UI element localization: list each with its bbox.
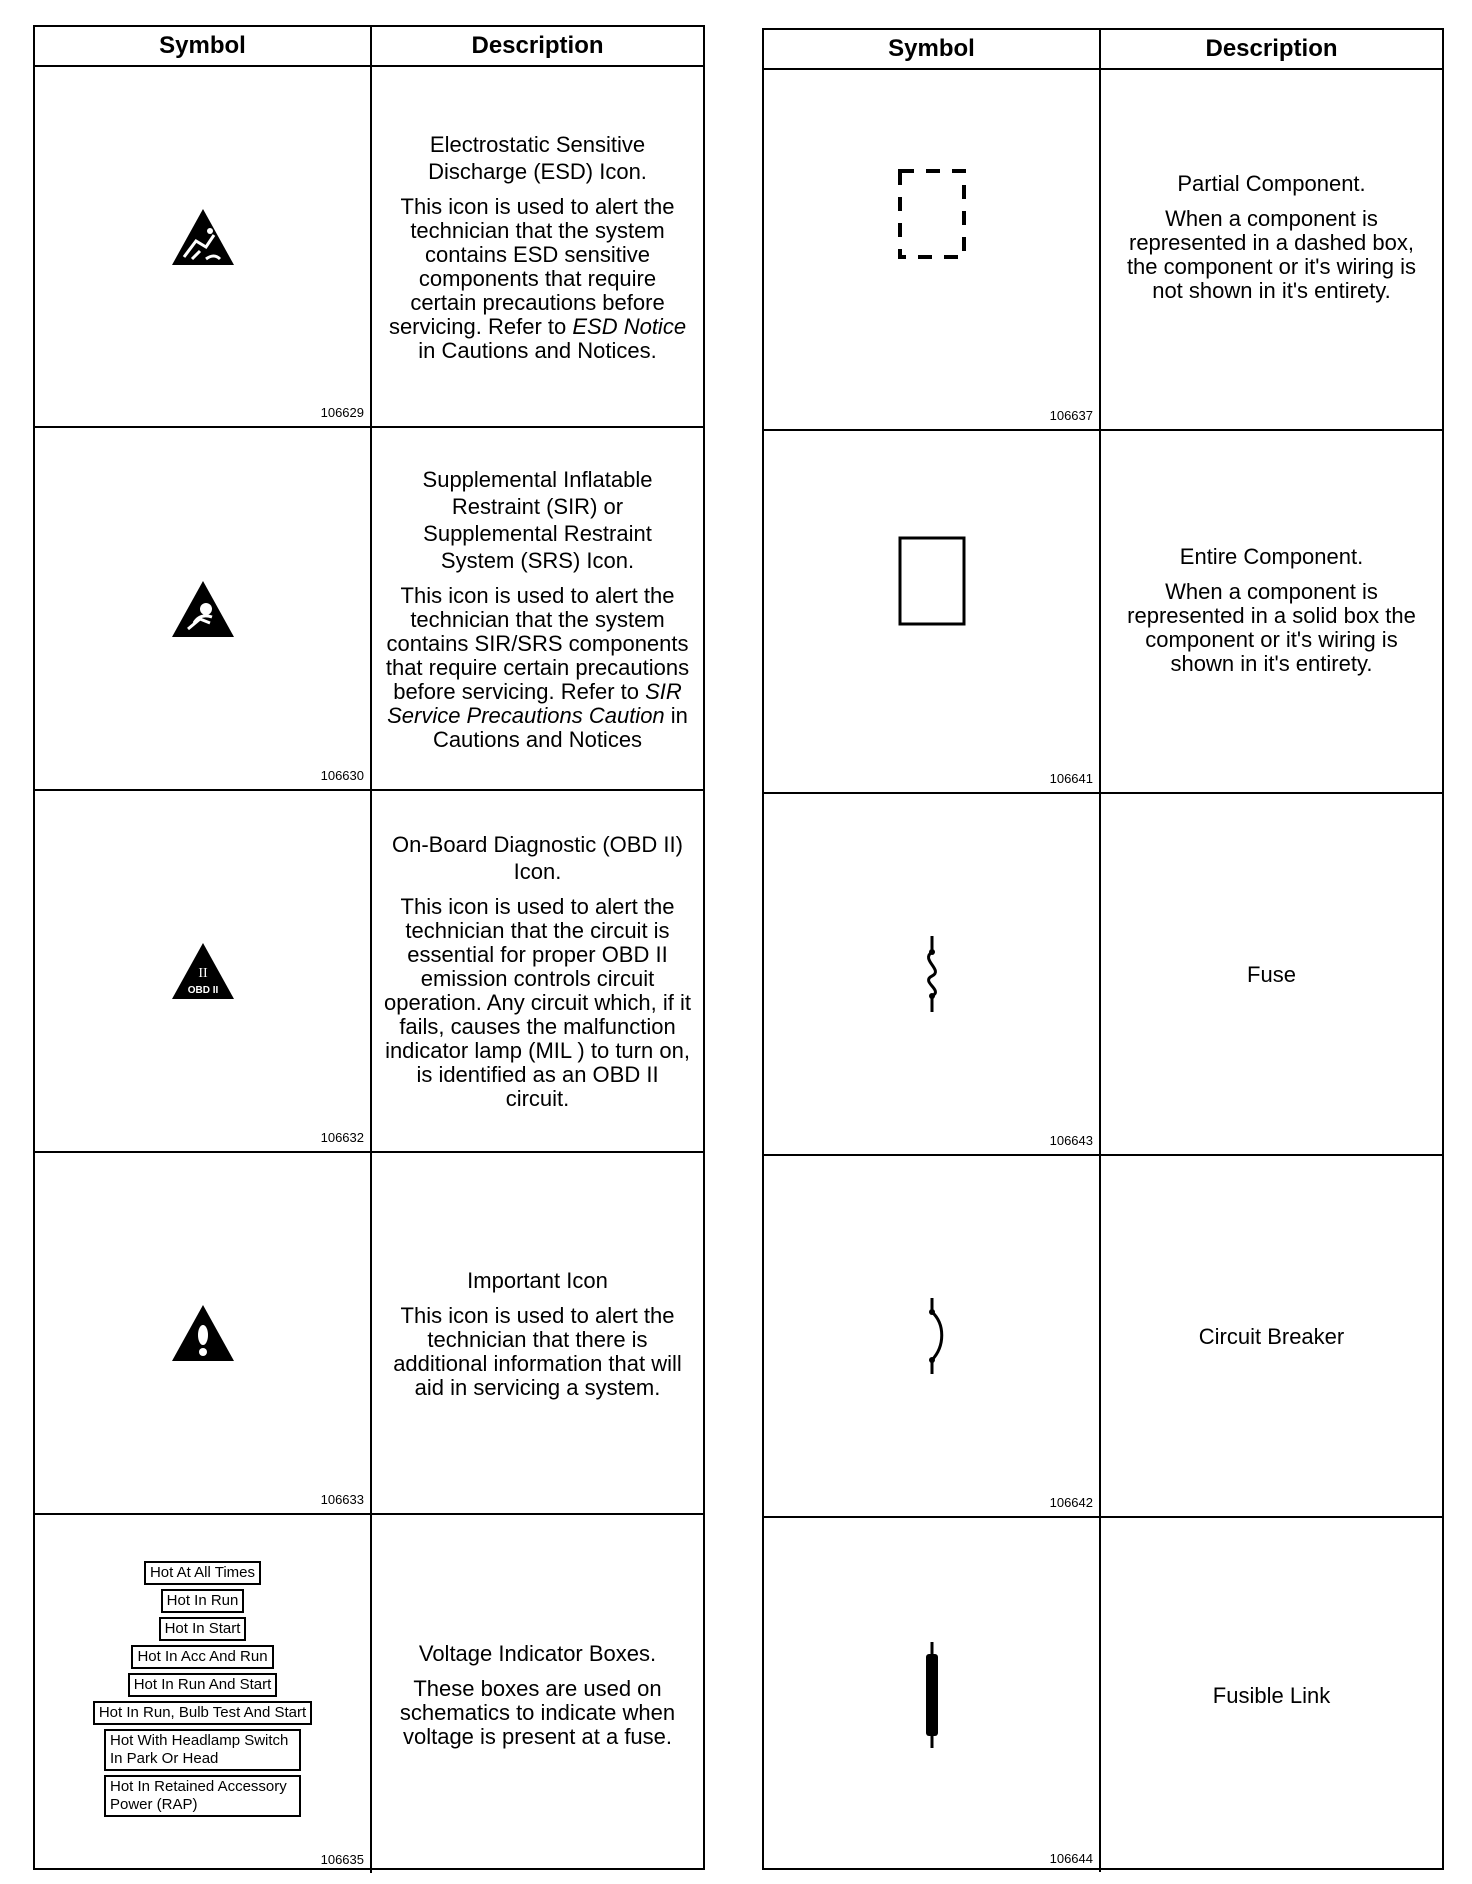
voltage-box: Hot With Headlamp Switch In Park Or Head [104, 1729, 301, 1771]
table-row [764, 431, 1442, 794]
figure-code: 106642 [1049, 1495, 1093, 1510]
esd-icon [170, 207, 236, 267]
symbol-cell [764, 70, 1101, 429]
figure-code: 106641 [1049, 771, 1093, 786]
table-row [764, 794, 1442, 1156]
figure-code: 106630 [320, 768, 364, 783]
voltage-box: Hot In Acc And Run [131, 1645, 273, 1669]
description-body: This icon is used to alert the technician that the circuit is essential for proper OBD II emission controls circuit operation. Any circuit which, if it fails, causes the malfunction indicator lamp (MIL ) to turn on, is identified as an OBD II circuit. [384, 894, 691, 1111]
symbol-column-header: Symbol [764, 30, 1101, 68]
voltage-box: Hot At All Times [144, 1561, 261, 1585]
description-column-header: Description [471, 32, 604, 59]
description-title: Important Icon [467, 1267, 608, 1293]
obd-icon-top-text: II [197, 966, 208, 981]
description-cell [372, 67, 703, 426]
description-cell [1101, 1156, 1442, 1516]
table-row [764, 1156, 1442, 1518]
right-symbol-table [762, 28, 1444, 1870]
description-body: When a component is represented in a dashed box, the component or it's wiring is not shown in it's entirety. [1126, 206, 1417, 303]
voltage-box: Hot In Start [159, 1617, 247, 1641]
description-title: Voltage Indicator Boxes. [418, 1640, 657, 1666]
symbol-cell [35, 1153, 372, 1513]
voltage-box: Hot In Run And Start [128, 1673, 278, 1697]
description-cell [1101, 1518, 1442, 1872]
description-body: This icon is used to alert the technician that there is additional information that will aid in servicing a system. [393, 1302, 682, 1400]
figure-code: 106644 [1049, 1851, 1093, 1866]
table-header [35, 27, 703, 67]
table-header [764, 30, 1442, 70]
voltage-box: Hot In Run, Bulb Test And Start [93, 1701, 312, 1725]
description-cell [1101, 70, 1442, 429]
description-title: Supplemental Inflatable Restraint (SIR) or Supplemental Restraint System (SRS) Icon. [422, 466, 653, 573]
description-title: On-Board Diagnostic (OBD II) Icon. [392, 832, 683, 884]
table-row [35, 428, 703, 791]
description-cell [372, 428, 703, 789]
figure-code: 106643 [1049, 1133, 1093, 1148]
symbol-cell [35, 67, 372, 426]
voltage-box: Hot In Retained Accessory Power (RAP) [104, 1775, 301, 1817]
description-cell [372, 1153, 703, 1513]
table-row [764, 1518, 1442, 1872]
voltage-indicator-boxes [93, 1559, 312, 1819]
important-icon [170, 1303, 236, 1363]
obd-icon-bottom-text: OBD II [187, 985, 218, 996]
fusible-link-icon [917, 1640, 947, 1750]
symbol-cell [764, 1518, 1101, 1872]
description-title: Partial Component. [1177, 171, 1366, 196]
description-body: This icon is used to alert the technician that the system contains ESD sensitive components that require certain precautions before servicing. Refer to ESD Notice in Cautions and Notices. [388, 193, 687, 363]
symbol-column-header: Symbol [35, 27, 372, 65]
symbol-cell [764, 1156, 1101, 1516]
description-body: When a component is represented in a solid box the component or it's wiring is shown in it's entirety. [1127, 579, 1416, 676]
figure-code: 106632 [320, 1130, 364, 1145]
partial-component-icon [892, 165, 972, 265]
circuit-breaker-icon [917, 1296, 947, 1376]
description-title: Fusible Link [1212, 1682, 1331, 1708]
description-cell [372, 791, 703, 1151]
table-row [764, 70, 1442, 431]
description-title: Fuse [1247, 961, 1296, 987]
figure-code: 106633 [320, 1492, 364, 1507]
symbol-cell [764, 794, 1101, 1154]
symbol-cell [35, 791, 372, 1151]
table-row [35, 791, 703, 1153]
description-cell [372, 1515, 703, 1873]
table-row [35, 1153, 703, 1515]
fuse-icon [917, 934, 947, 1014]
entire-component-icon [892, 532, 972, 632]
symbol-cell [35, 428, 372, 789]
description-cell [1101, 431, 1442, 792]
symbol-cell [35, 1515, 372, 1873]
description-cell [1101, 794, 1442, 1154]
table-row [35, 1515, 703, 1873]
table-row [35, 67, 703, 428]
obd-ii-icon [170, 941, 236, 1001]
left-symbol-table [33, 25, 705, 1870]
voltage-box: Hot In Run [161, 1589, 245, 1613]
description-body: These boxes are used on schematics to indicate when voltage is present at a fuse. [399, 1675, 676, 1749]
figure-code: 106629 [320, 405, 364, 420]
description-title: Circuit Breaker [1198, 1323, 1345, 1349]
description-column-header: Description [1205, 35, 1338, 62]
description-title: Entire Component. [1179, 544, 1364, 569]
figure-code: 106635 [320, 1852, 364, 1867]
sir-icon [170, 579, 236, 639]
description-title: Electrostatic Sensitive Discharge (ESD) Icon. [428, 131, 647, 184]
symbol-cell [764, 431, 1101, 792]
description-body: This icon is used to alert the technician that the system contains SIR/SRS components that require certain precautions before servicing. Refer to SIR Service Precautions Caution in Cautions and Notices [385, 582, 690, 752]
figure-code: 106637 [1049, 408, 1093, 423]
